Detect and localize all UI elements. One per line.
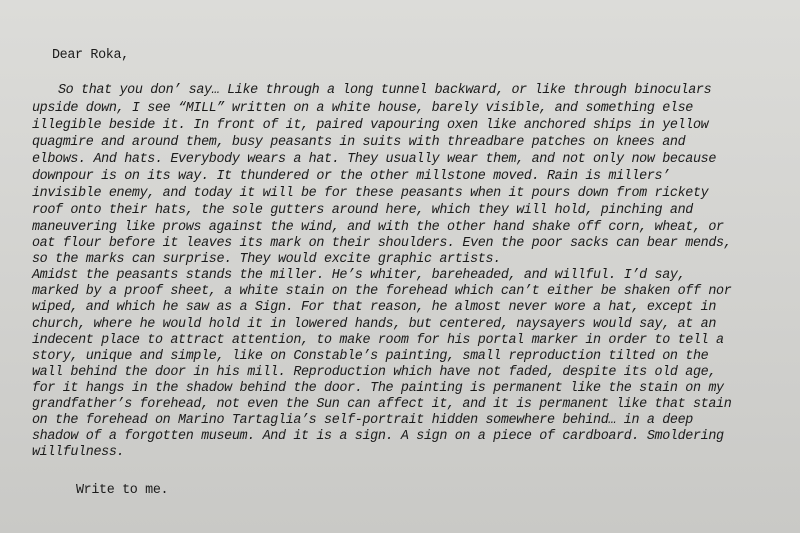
letter-line: grandfather’s forehead, not even the Sun can affect it, and it is permanent like that stain: [32, 397, 732, 412]
letter-line: downpour is on its way. It thundered or the other millstone moved. Rain is millers’: [32, 169, 670, 184]
salutation: Dear Roka,: [52, 48, 129, 63]
letter-line: elbows. And hats. Everybody wears a hat. They usually wear them, and not only now because: [32, 152, 717, 167]
letter-line: for it hangs in the shadow behind the door. The painting is permanent like the stain on my: [32, 381, 724, 396]
letter-line: maneuvering like prows against the wind, and with the other hand shake off corn, wheat, or: [32, 220, 724, 235]
letter-line: wall behind the door in his mill. Reproduction which have not faded, despite its old age,: [32, 365, 717, 380]
letter-line: shadow of a forgotten museum. And it is a sign. A sign on a piece of cardboard. Smoldering: [32, 429, 724, 444]
letter-line: marked by a proof sheet, a white stain on the forehead which can’t either be shaken off nor: [32, 284, 732, 299]
letter-line: invisible enemy, and today it will be for these peasants when it pours down from rickety: [32, 186, 709, 201]
letter-line: wiped, and which he saw as a Sign. For that reason, he almost never wore a hat, except in: [32, 300, 717, 315]
letter-line: oat flour before it leaves its mark on their shoulders. Even the poor sacks can bear mends,: [32, 236, 732, 251]
letter-line: So that you don’ say… Like through a long tunnel backward, or like through binoculars: [58, 83, 712, 98]
letter-line: roof onto their hats, the sole gutters around here, which they will hold, pinching and: [32, 203, 693, 218]
closing: Write to me.: [76, 483, 169, 498]
letter-line: so the marks can surprise. They would excite graphic artists.: [32, 252, 501, 267]
letter-line: on the forehead on Marino Tartaglia’s self-portrait hidden somewhere behind… in a deep: [32, 413, 693, 428]
letter-line: upside down, I see “MILL” written on a white house, barely visible, and something else: [32, 101, 693, 116]
letter-line: willfulness.: [32, 445, 125, 460]
letter-line: indecent place to attract attention, to make room for his portal marker in order to tell a: [32, 333, 724, 348]
letter-line: church, where he would hold it in lowered hands, but centered, naysayers would say, at an: [32, 317, 717, 332]
letter-line: illegible beside it. In front of it, paired vapouring oxen like anchored ships in yellow: [32, 118, 709, 133]
letter-line: story, unique and simple, like on Constable’s painting, small reproduction tilted on the: [32, 349, 709, 364]
letter-line: Amidst the peasants stands the miller. He’s whiter, bareheaded, and willful. I’d say,: [32, 268, 686, 283]
letter-line: quagmire and around them, busy peasants in suits with threadbare patches on knees and: [32, 135, 686, 150]
